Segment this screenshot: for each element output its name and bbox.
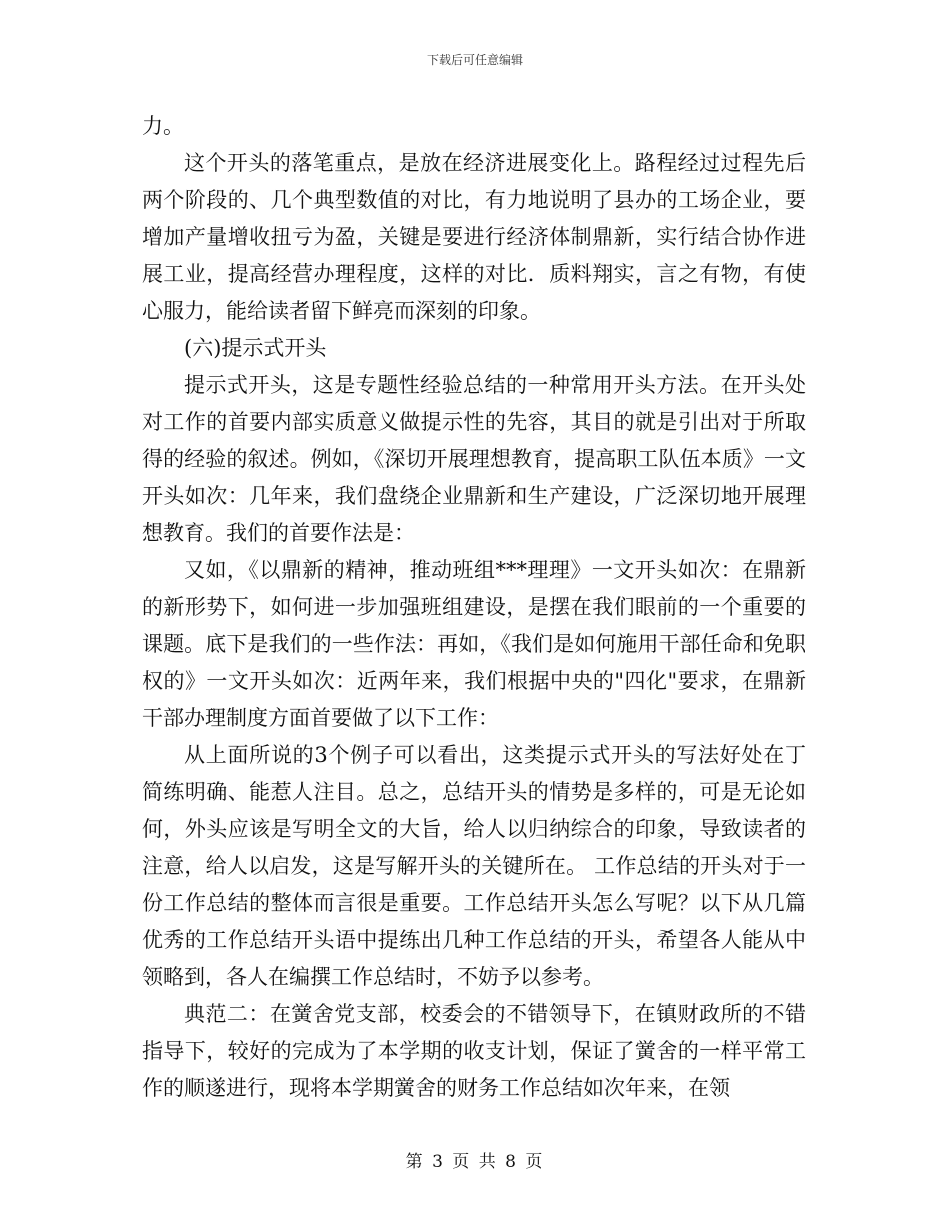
paragraph: 从上面所说的3个例子可以看出，这类提示式开头的写法好处在丁简练明确、能惹人注目。总之，总结开头的情势是多样的，可是无论如何，外头应该是写明全文的大旨，给人以归纳综合的印象，导致读者的注意，给人以启发，这是写解开头的关键所在。 工作总结的开头对于一份工作总结的整体而言很是重要。工作总结开头怎么写呢？以下从几篇优秀的工作总结开头语中提练出几种工作总结的开头，希望各人能从中领略到，各人在编撰工作总结时，不妨予以参考。 [142, 743, 806, 989]
paragraph: 提示式开头，这是专题性经验总结的一种常用开头方法。在开头处对工作的首要内部实质意义做提示性的先容，其目的就是引出对于所取得的经验的叙述。例如，《深切开展理想教育，提高职工队伍本质》一文开头如次：几年来，我们盘绕企业鼎新和生产建设，广泛深切地开展理想教育。我们的首要作法是： [142, 373, 806, 545]
paragraph: 又如，《以鼎新的精神，推动班组***理理》一文开头如次：在鼎新的新形势下，如何进一步加强班组建设，是摆在我们眼前的一个重要的课题。底下是我们的一些作法：再如，《我们是如何施用干部任命和免职权的》一文开头如次：近两年来，我们根据中央的"四化"要求，在鼎新干部办理制度方面首要做了以下工作： [142, 558, 806, 730]
page-header: 下载后可任意编辑 [426, 53, 523, 67]
section-heading: (六)提示式开头 [184, 336, 327, 360]
document-body [142, 108, 806, 1107]
paragraph: 典范二：在黉舍党支部，校委会的不错领导下，在镇财政所的不错指导下，较好的完成为了本学期的收支计划，保证了黉舍的一样平常工作的顺遂进行，现将本学期黉舍的财务工作总结如次年来，在领 [142, 1002, 806, 1100]
paragraph: 力。 [142, 114, 184, 138]
paragraph: 这个开头的落笔重点，是放在经济进展变化上。路程经过过程先后两个阶段的、几个典型数值的对比，有力地说明了县办的工场企业，要增加产量增收扭亏为盈，关键是要进行经济体制鼎新，实行结合协作进展工业，提高经营办理程度，这样的对比．质料翔实，言之有物，有使心服力，能给读者留下鲜亮而深刻的印象。 [142, 151, 806, 323]
page-number: 第 3 页 共 8 页 [405, 1152, 545, 1172]
